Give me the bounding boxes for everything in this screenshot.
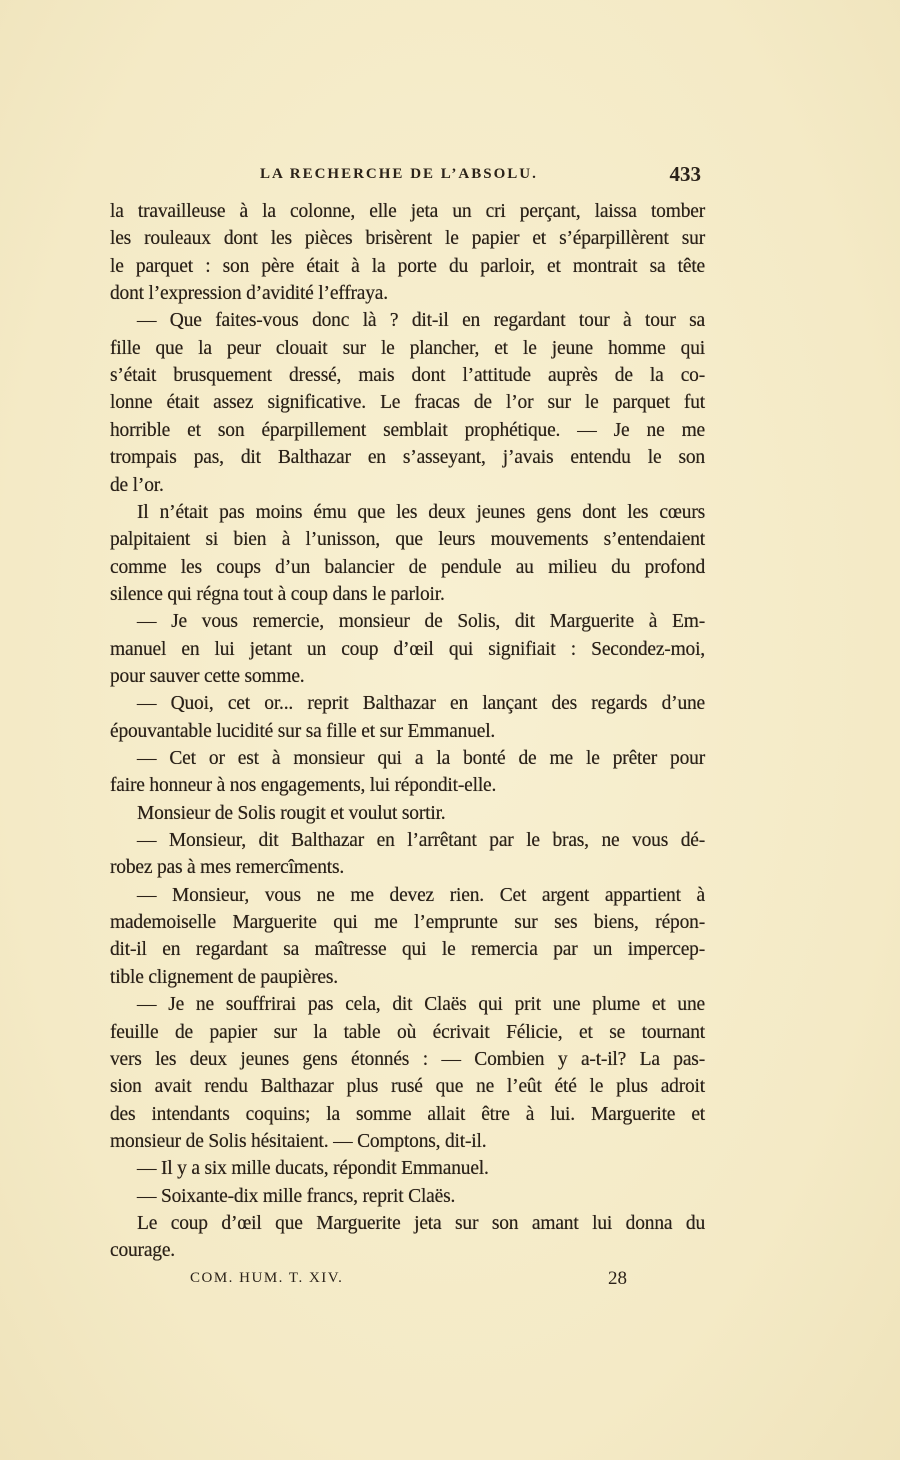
text-line: épouvantable lucidité sur sa fille et sur Emmanuel. (110, 720, 496, 742)
text-line: — Je vous remercie, monsieur de Solis, dit Marguerite à Em- (137, 611, 705, 633)
text-line: les rouleaux dont les pièces brisèrent le papier et s’éparpillèrent sur (110, 228, 705, 250)
text-line: dont l’expression d’avidité l’effraya. (110, 283, 388, 305)
text-line: — Que faites-vous donc là ? dit-il en regardant tour à tour sa (137, 310, 705, 332)
text-line: lonne était assez significative. Le fracas de l’or sur le parquet fut (110, 392, 705, 414)
text-line: la travailleuse à la colonne, elle jeta un cri perçant, laissa tomber (110, 201, 705, 222)
text-line: faire honneur à nos engagements, lui répondit-elle. (110, 775, 497, 797)
sheet-number: 28 (608, 1268, 627, 1289)
text-line: — Soixante-dix mille francs, reprit Claës. (137, 1185, 456, 1207)
text-line: vers les deux jeunes gens étonnés : — Combien y a-t-il? La pas- (110, 1048, 705, 1070)
page-header (110, 162, 705, 192)
text-line: — Monsieur, dit Balthazar en l’arrêtant par le bras, ne vous dé- (137, 830, 705, 852)
text-line: — Cet or est à monsieur qui a la bonté de me le prêter pour (137, 748, 705, 769)
text-line: pour sauver cette somme. (110, 665, 305, 687)
text-line: le parquet : son père était à la porte du parloir, et montrait sa tête (110, 255, 705, 277)
text-line: des intendants coquins; la somme allait être à lui. Marguerite et (110, 1103, 705, 1125)
page-footer (0, 1270, 900, 1294)
text-line: Le coup d’œil que Marguerite jeta sur son amant lui donna du (137, 1212, 705, 1234)
text-line: palpitaient si bien à l’unisson, que leurs mouvements s’entendaient (110, 529, 705, 551)
text-line: mademoiselle Marguerite qui me l’emprunte sur ses biens, répon- (110, 912, 705, 934)
text-line: Monsieur de Solis rougit et voulut sortir. (137, 802, 446, 824)
text-line: fille que la peur clouait sur le plancher, et le jeune homme qui (110, 337, 705, 359)
text-line: — Il y a six mille ducats, répondit Emmanuel. (137, 1158, 489, 1180)
text-line: comme les coups d’un balancier de pendule au milieu du profond (110, 556, 705, 578)
text-line: feuille de papier sur la table où écrivait Félicie, et se tournant (110, 1021, 705, 1043)
text-line: s’était brusquement dressé, mais dont l’attitude auprès de la co- (110, 365, 705, 387)
signature-mark: COM. HUM. T. XIV. (190, 1270, 344, 1286)
page-number: 433 (669, 162, 701, 186)
text-line: dit-il en regardant sa maîtresse qui le remercia par un impercep- (110, 939, 705, 961)
text-line: de l’or. (110, 474, 164, 496)
text-line: manuel en lui jetant un coup d’œil qui signifiait : Secondez-moi, (110, 638, 705, 660)
running-title: LA RECHERCHE DE L’ABSOLU. (260, 166, 538, 182)
text-line: horrible et son éparpillement semblait prophétique. — Je ne me (110, 419, 705, 441)
text-line: Il n’était pas moins ému que les deux jeunes gens dont les cœurs (137, 501, 705, 523)
text-line: sion avait rendu Balthazar plus rusé que ne l’eût été le plus adroit (110, 1076, 705, 1098)
text-line: — Monsieur, vous ne me devez rien. Cet argent appartient à (137, 884, 705, 906)
text-line: monsieur de Solis hésitaient. — Comptons, dit-il. (110, 1130, 487, 1152)
text-line: tible clignement de paupières. (110, 966, 338, 988)
text-line: — Je ne souffrirai pas cela, dit Claës qui prit une plume et une (137, 994, 705, 1016)
text-line: robez pas à mes remercîments. (110, 857, 345, 879)
text-line: trompais pas, dit Balthazar en s’asseyant, j’avais entendu le son (110, 447, 705, 469)
text-line: — Quoi, cet or... reprit Balthazar en lançant des regards d’une (137, 693, 705, 715)
text-line: silence qui régna tout à coup dans le parloir. (110, 583, 445, 605)
text-line: courage. (110, 1240, 175, 1262)
